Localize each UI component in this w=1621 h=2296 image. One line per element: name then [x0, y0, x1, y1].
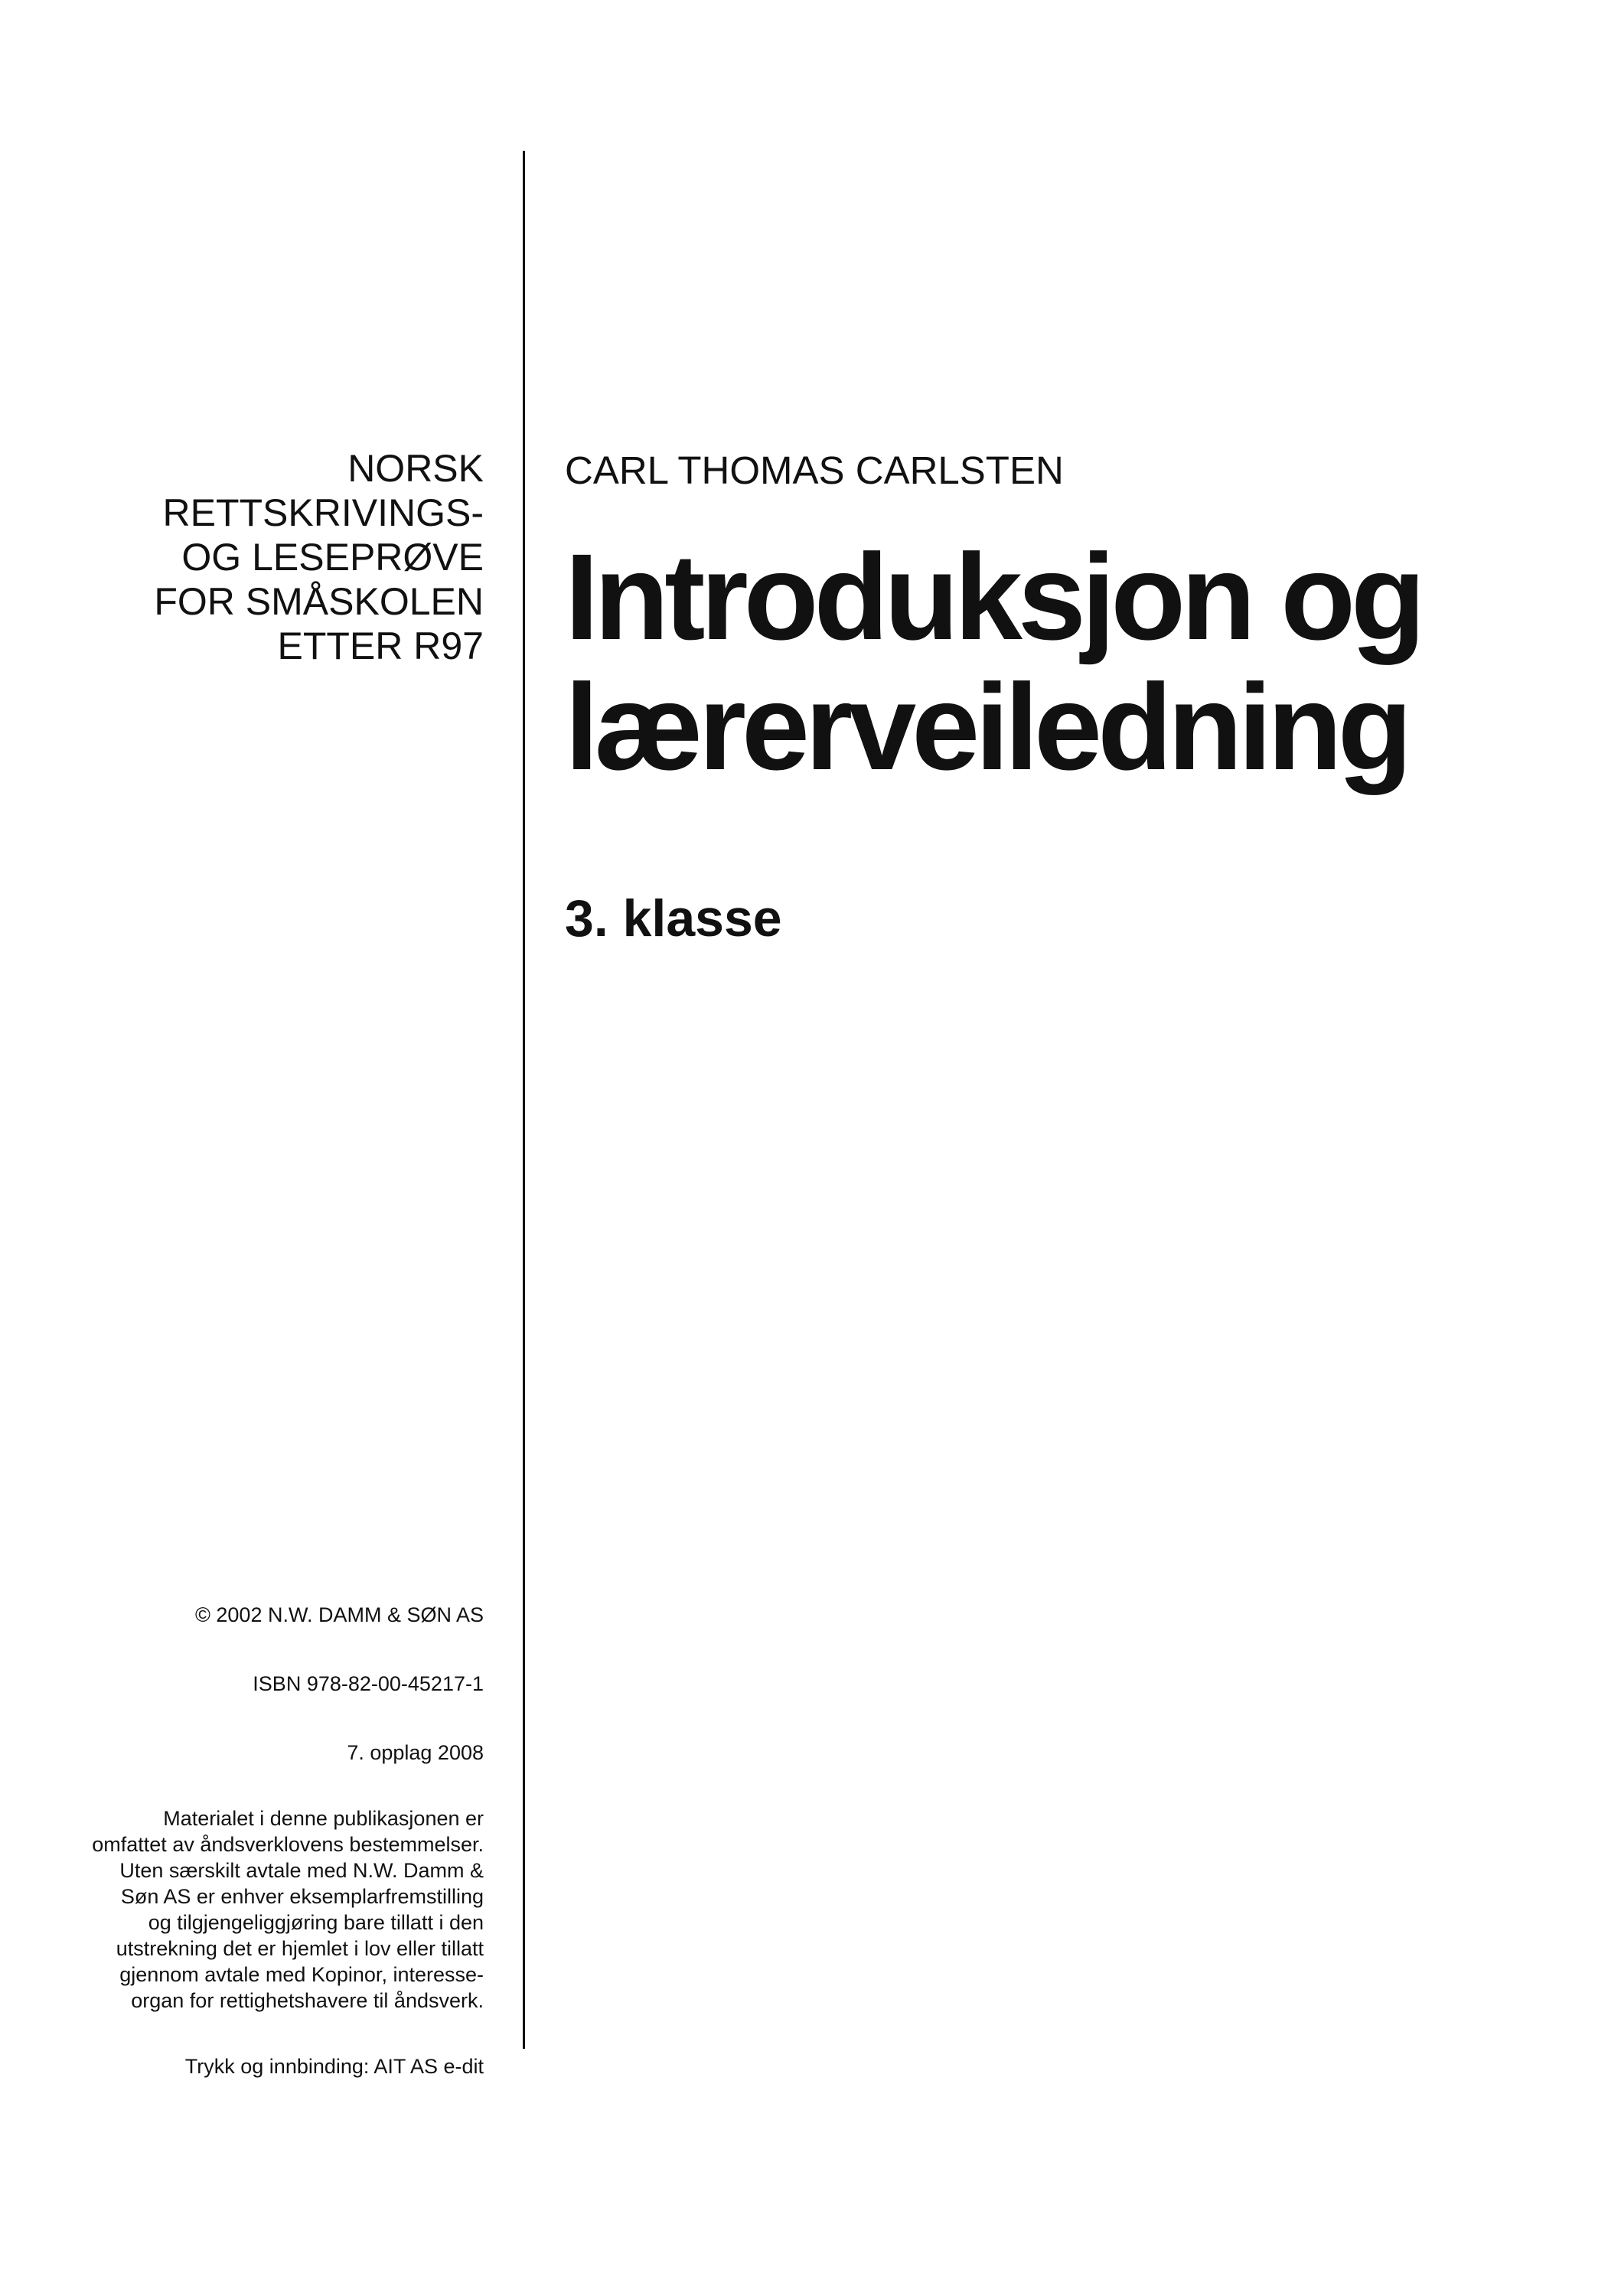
colophon — [92, 1602, 484, 2079]
grade-label: 3. klasse — [565, 889, 782, 947]
rights-line: gjennom avtale med Kopinor, interesse- — [119, 1963, 484, 1986]
series-title — [154, 446, 484, 668]
rights-line: Materialet i denne publikasjonen er — [163, 1807, 484, 1830]
rights-line: Søn AS er enhver eksemplarfremstilling — [120, 1885, 484, 1908]
series-line: RETTSKRIVINGS- — [162, 491, 484, 534]
copyright-notice: © 2002 N.W. DAMM & SØN AS — [195, 1603, 484, 1626]
author-name: CARL THOMAS CARLSTEN — [565, 448, 1064, 492]
edition-note: 7. opplag 2008 — [347, 1741, 484, 1764]
book-title-line-2: lærerveiledning — [565, 658, 1408, 795]
book-title — [565, 528, 1421, 796]
rights-line: omfattet av åndsverklovens bestemmelser. — [92, 1833, 484, 1856]
rights-statement — [92, 1805, 484, 2014]
rights-line: og tilgjengeliggjøring bare tillatt i den — [148, 1911, 484, 1934]
series-line: NORSK — [347, 447, 484, 490]
isbn: ISBN 978-82-00-45217-1 — [253, 1672, 484, 1695]
book-title-line-1: Introduksjon og — [565, 528, 1421, 665]
series-line: FOR SMÅSKOLEN — [154, 580, 484, 623]
rights-line: organ for rettighetshavere til åndsverk. — [131, 1989, 484, 2012]
series-line: ETTER R97 — [277, 625, 484, 667]
rights-line: Uten særskilt avtale med N.W. Damm & — [119, 1859, 484, 1882]
printing-note: Trykk og innbinding: AIT AS e-dit — [184, 2055, 484, 2078]
vertical-divider — [523, 151, 525, 2049]
series-line: OG LESEPRØVE — [181, 536, 484, 579]
rights-line: utstrekning det er hjemlet i lov eller tillatt — [116, 1937, 484, 1960]
